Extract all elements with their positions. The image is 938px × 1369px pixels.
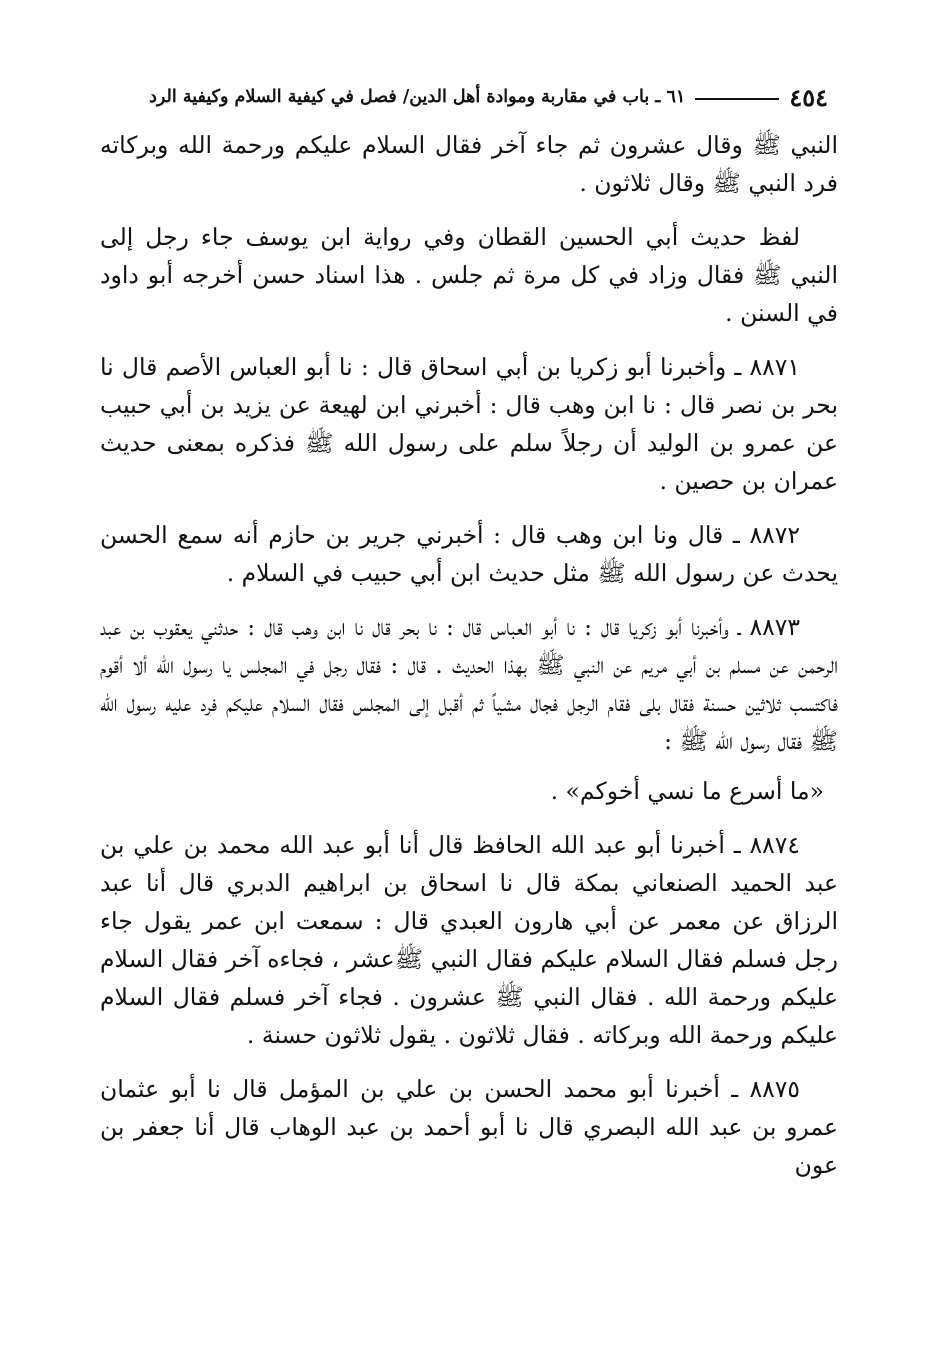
paragraph: لفظ حديث أبي الحسين القطان وفي رواية ابن يوسف جاء رجل إلى النبي ﷺ فقال وزاد في كل مرة ثم جلس . هذا اسناد حسن أخرجه أبو داود في السنن . xyxy=(100,223,838,327)
hadith-8872: ٨٨٧٢ ـ قال ونا ابن وهب قال : أخبرني جرير بن حازم أنه سمع الحسن يحدث عن رسول الله ﷺ مثل حديث ابن أبي حبيب في السلام . xyxy=(100,521,838,587)
page-body xyxy=(100,126,838,1184)
page-header xyxy=(100,82,828,112)
paragraph: النبي ﷺ وقال عشرون ثم جاء آخر فقال السلام عليكم ورحمة الله وبركاته فرد النبي ﷺ وقال ثلاثون . xyxy=(100,131,838,197)
hadith-8871: ٨٨٧١ ـ وأخبرنا أبو زكريا بن أبي اسحاق قال : نا أبو العباس الأصم قال نا بحر بن نصر قال : نا ابن وهب قال : أخبرني ابن لهيعة عن يزيد بن أبي حبيب عن عمرو بن الوليد أن رجلاً سلم على رسول الله ﷺ فذكره بمعنى حديث عمران بن حصين . xyxy=(100,353,838,495)
hadith-8875: ٨٨٧٥ ـ أخبرنا أبو محمد الحسن بن علي بن المؤمل قال نا أبو عثمان عمرو بن عبد الله البصري قال نا أبو أحمد بن عبد الوهاب قال أنا جعفر بن عون xyxy=(100,1075,838,1179)
running-head: ٦١ ـ باب في مقاربة وموادة أهل الدين/ فصل في كيفية السلام وكيفية الرد xyxy=(149,87,686,107)
header-rule xyxy=(695,98,779,100)
hadith-8874: ٨٨٧٤ ـ أخبرنا أبو عبد الله الحافظ قال أنا أبو عبد الله محمد بن علي بن عبد الحميد الصنعاني بمكة قال نا اسحاق بن ابراهيم الدبري قال أنا عبد الرزاق عن معمر عن أبي هارون العبدي قال : سمعت ابن عمر يقول جاء رجل فسلم فقال السلام عليكم فقال النبي ﷺعشر ، فجاءه آخر فقال السلام عليكم ورحمة الله . فقال النبي ﷺ عشرون . فجاء آخر فسلم فقال السلام عليكم ورحمة الله وبركاته . فقال ثلاثون . يقول ثلاثون حسنة . xyxy=(100,831,838,1049)
hadith-8873: ٨٨٧٣ ـ وأخبرنا أبو زكريا قال : نا أبو العباس قال : نا بحر قال نا ابن وهب قال : حدثني يعقوب بن عبد الرحمن عن مسلم بن أبي مريم عن النبي ﷺ بهذا الحديث . قال : فقال رجل في المجلس يا رسول الله ألا أقوم فاكتسب ثلاثين حسنة فقال بلى فقام الرجل فجال مشياً ثم أقبل إلى المجلس فقال السلام عليكم فرد عليه رسول الله ﷺ فقال رسول الله ﷺ : xyxy=(100,613,838,755)
page-number: ٤٥٤ xyxy=(789,82,828,112)
quoted-saying: «ما أسرع ما نسي أخوكم» . xyxy=(550,777,824,805)
